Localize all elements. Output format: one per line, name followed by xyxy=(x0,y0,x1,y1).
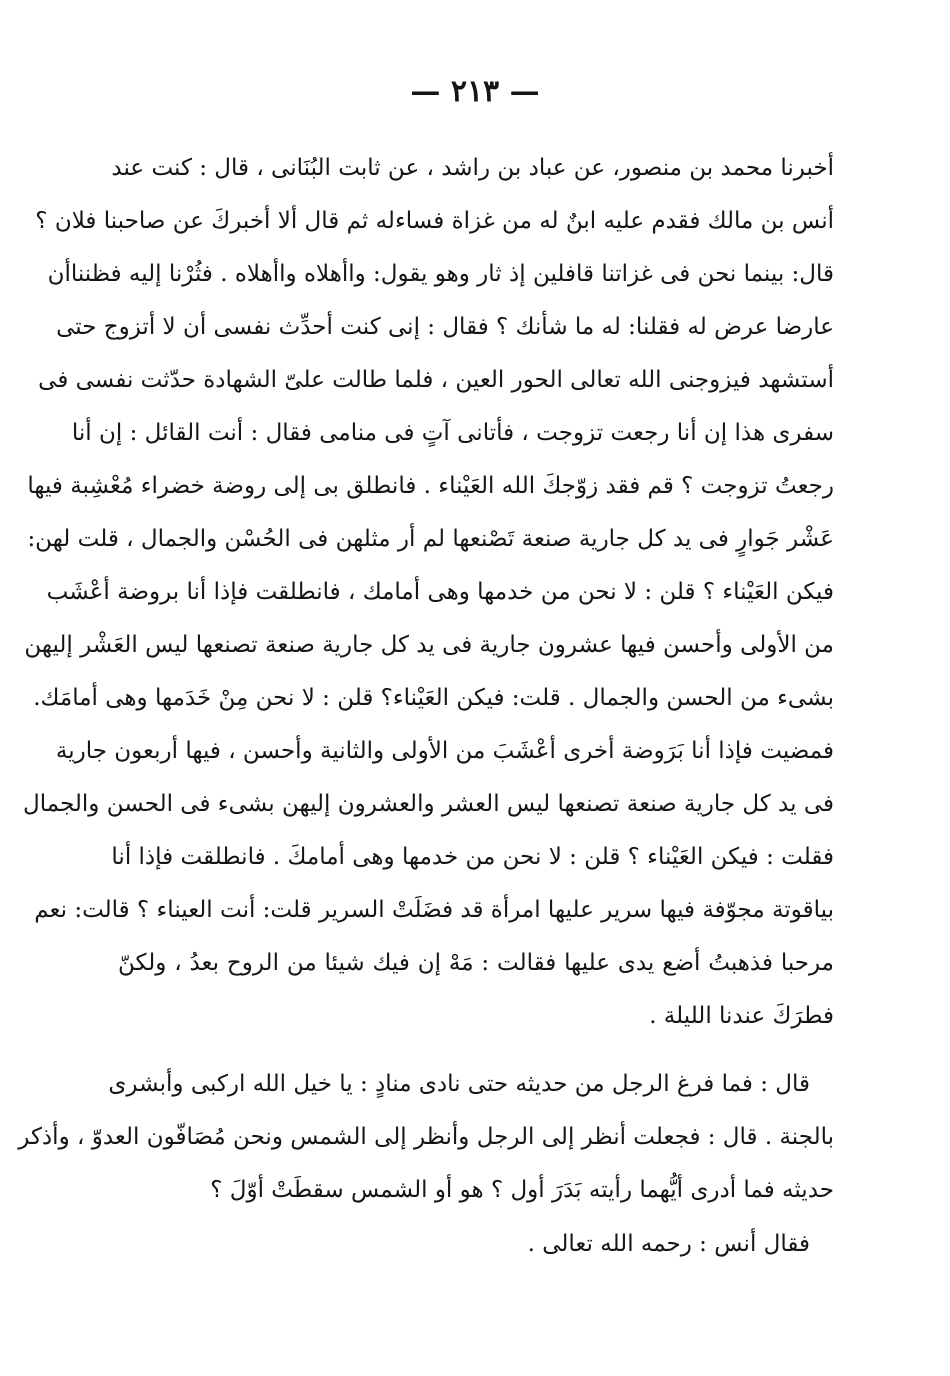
text-line: عَشْر جَوارٍ فى يد كل جارية صنعة تَصْنعها لم أر مثلهن فى الحُسْن والجمال ، قلت لهن: xyxy=(27,526,834,552)
text-line: سفرى هذا إن أنا رجعت تزوجت ، فأتانى آتٍ فى منامى فقال : أنت القائل : إن أنا xyxy=(71,420,834,446)
text-line: حديثه فما أدرى أيُّهما رأيته بَدَرَ أول ؟ هو أو الشمس سقطَتْ أوّلَ ؟ xyxy=(210,1177,834,1203)
text-line: رجعتُ تزوجت ؟ قم فقد زوّجكَ الله العَيْناء . فانطلق بى إلى روضة خضراء مُعْشِبة فيها xyxy=(27,473,834,499)
text-line: فيكن العَيْناء ؟ قلن : لا نحن من خدمها وهى أمامك ، فانطلقت فإذا أنا بروضة أعْشَب xyxy=(46,579,834,605)
text-line: فقلت : فيكن العَيْناء ؟ قلن : لا نحن من خدمها وهى أمامكَ . فانطلقت فإذا أنا xyxy=(111,844,834,870)
text-line: فمضيت فإذا أنا بَرَوضة أخرى أعْشَبَ من الأولى والثانية وأحسن ، فيها أربعون جارية xyxy=(55,738,834,764)
paragraph-closing xyxy=(118,1218,834,1271)
text-line: أخبرنا محمد بن منصور، عن عباد بن راشد ، عن ثابت البُنَانى ، قال : كنت عند xyxy=(111,155,834,181)
paragraph-story xyxy=(23,142,834,1043)
text-line: أستشهد فيزوجنى الله تعالى الحور العين ، فلما طالت علىّ الشهادة حدّثت نفسى فى xyxy=(38,367,834,393)
text-line: أنس بن مالك فقدم عليه ابنٌ له من غزاة فساءله ثم قال ألا أخبركَ عن صاحبنا فلان ؟ xyxy=(35,208,834,234)
text-line: بالجنة . قال : فجعلت أنظر إلى الرجل وأنظر إلى الشمس ونحن مُصَافّون العدوّ ، وأذكر xyxy=(18,1124,834,1150)
text-line: بشىء من الحسن والجمال . قلت: فيكن العَيْناء؟ قلن : لا نحن مِنْ خَدَمها وهى أمامَك. xyxy=(33,685,834,711)
text-line: فقال أنس : رحمه الله تعالى . xyxy=(527,1231,810,1257)
text-line: فطرَكَ عندنا الليلة . xyxy=(649,1003,834,1029)
paragraph-battle xyxy=(18,1058,834,1217)
page-number: — ٢١٣ — xyxy=(410,74,540,109)
text-line: مرحبا فذهبتُ أضع يدى عليها فقالت : مَهْ إن فيك شيئا من الروح بعدُ ، ولكنّ xyxy=(118,950,834,976)
text-line: قال : فما فرغ الرجل من حديثه حتى نادى منادٍ : يا خيل الله اركبى وأبشرى xyxy=(108,1071,810,1097)
text-line: عارضا عرض له فقلنا: له ما شأنك ؟ فقال : إنى كنت أحدِّث نفسى أن لا أتزوج حتى xyxy=(56,314,834,340)
text-line: قال: بينما نحن فى غزاتنا قافلين إذ ثار وهو يقول: واأهلاه واأهلاه . فثُرْنا إليه فظنناأن xyxy=(47,261,834,287)
text-line: بياقوتة مجوّفة فيها سرير عليها امرأة قد فضَلَتْ السرير قلت: أنت العيناء ؟ قالت: نعم xyxy=(34,897,834,923)
text-line: من الأولى وأحسن فيها عشرون جارية فى يد كل جارية صنعة تصنعها ليس العَشْر إليهن xyxy=(24,632,834,658)
text-line: فى يد كل جارية صنعة تصنعها ليس العشر والعشرون إليهن بشىء فى الحسن والجمال xyxy=(23,791,834,817)
